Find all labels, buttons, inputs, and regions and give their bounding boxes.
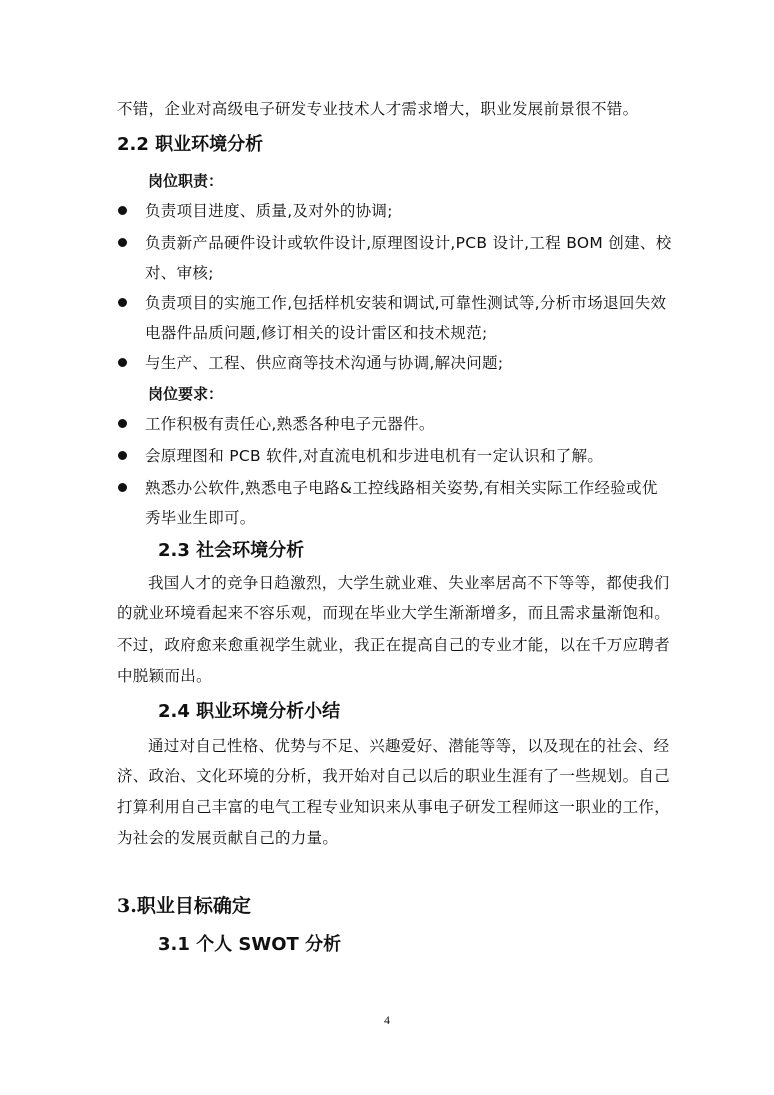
section-2-2-heading: 2.2 职业环境分析 (117, 134, 264, 155)
section-3-heading: 3.职业目标确定 (117, 895, 251, 917)
intro-line: 不错，企业对高级电子研发专业技术人才需求增大，职业发展前景很不错。 (117, 100, 639, 118)
bullet-icon (118, 206, 127, 215)
section-3-1-heading: 3.1 个人 SWOT 分析 (158, 934, 342, 955)
section-2-3-line-4: 中脱颖而出。 (117, 667, 212, 685)
section-2-4-heading: 2.4 职业环境分析小结 (158, 701, 341, 722)
section-2-3-line-1: 我国人才的竞争日趋激烈，大学生就业难、失业率居高不下等等，都使我们 (148, 574, 670, 592)
requirement-item-3-line-2: 秀毕业生即可。 (145, 509, 256, 527)
section-2-3-line-2: 的就业环境看起来不容乐观，而现在毕业大学生渐渐增多，而且需求量渐饱和。 (117, 604, 671, 622)
requirement-item-3-line-1: 熟悉办公软件,熟悉电子电路&工控线路相关姿势,有相关实际工作经验或优 (145, 479, 658, 497)
requirement-item-1-line-1: 工作积极有责任心,熟悉各种电子元器件。 (145, 415, 435, 433)
duty-item-2-line-1: 负责新产品硬件设计或软件设计,原理图设计,PCB 设计,工程 BOM 创建、校 (145, 234, 672, 252)
section-2-4-line-1: 通过对自己性格、优势与不足、兴趣爱好、潜能等等，以及现在的社会、经 (148, 737, 670, 755)
duty-item-4-line-1: 与生产、工程、供应商等技术沟通与协调,解决问题; (145, 354, 504, 372)
page-number: 4 (384, 1013, 390, 1027)
duty-item-1-line-1: 负责项目进度、质量,及对外的协调; (145, 202, 393, 220)
duty-item-2-line-2: 对、审核; (145, 264, 214, 282)
requirements-label: 岗位要求： (148, 385, 224, 403)
requirement-item-2-line-1: 会原理图和 PCB 软件,对直流电机和步进电机有一定认识和了解。 (145, 447, 604, 465)
bullet-icon (118, 298, 127, 307)
bullet-icon (118, 358, 127, 367)
duty-item-3-line-2: 电器件品质问题,修订相关的设计雷区和技术规范; (145, 324, 488, 342)
section-2-4-line-3: 打算利用自己丰富的电气工程专业知识来从事电子研发工程师这一职业的工作， (117, 798, 671, 816)
bullet-icon (118, 483, 127, 492)
section-2-4-line-2: 济、政治、文化环境的分析，我开始对自己以后的职业生涯有了一些规划。自己 (117, 767, 671, 785)
bullet-icon (118, 451, 127, 460)
duties-label: 岗位职责： (148, 172, 224, 190)
section-2-3-line-3: 不过，政府愈来愈重视学生就业，我正在提高自己的专业才能，以在千万应聘者 (117, 636, 671, 654)
bullet-icon (118, 238, 127, 247)
section-2-4-line-4: 为社会的发展贡献自己的力量。 (117, 829, 339, 847)
bullet-icon (118, 419, 127, 428)
duty-item-3-line-1: 负责项目的实施工作,包括样机安装和调试,可靠性测试等,分析市场退回失效 (145, 294, 667, 312)
section-2-3-heading: 2.3 社会环境分析 (158, 540, 305, 561)
